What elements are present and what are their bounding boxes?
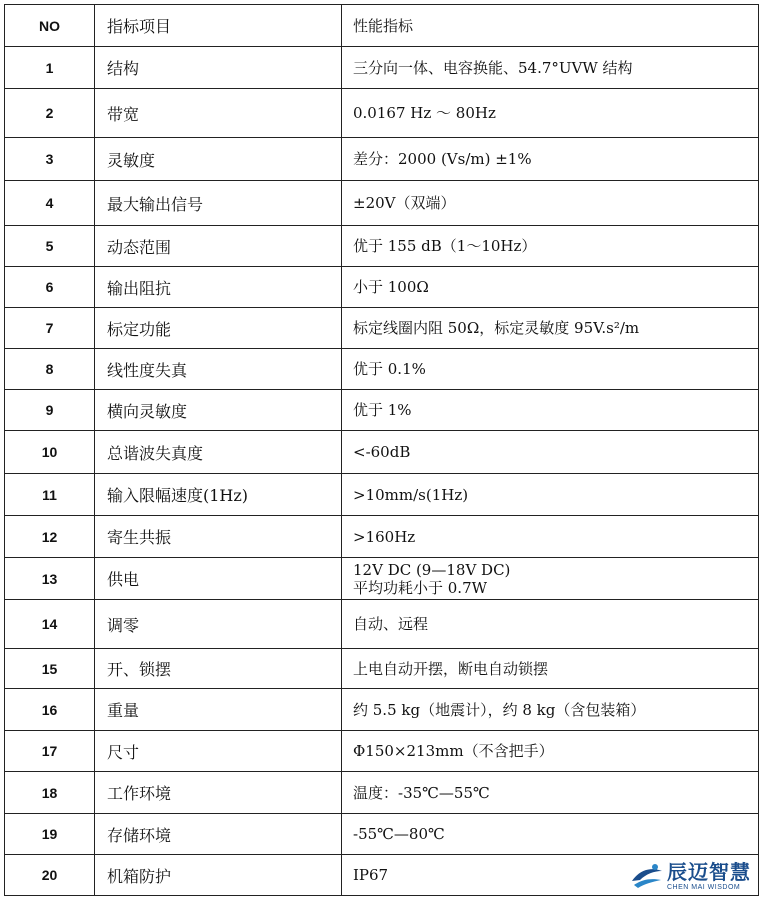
row-item: 最大输出信号 <box>95 181 342 226</box>
row-performance <box>342 431 759 474</box>
performance-line: 0.0167 Hz ～ 80Hz <box>353 104 496 122</box>
performance-line: -55℃—80℃ <box>353 825 445 843</box>
row-number: 10 <box>5 431 95 474</box>
performance-line: 平均功耗小于 0.7W <box>353 578 488 597</box>
performance-line: 上电自动开摆，断电自动锁摆 <box>353 659 549 678</box>
row-performance <box>342 474 759 516</box>
table-row <box>5 731 759 772</box>
table-row <box>5 516 759 558</box>
performance-line: 三分向一体、电容换能、54.7°UVW 结构 <box>353 58 633 77</box>
row-item: 横向灵敏度 <box>95 390 342 431</box>
row-item: 存储环境 <box>95 814 342 855</box>
performance-line: 约 5.5 kg（地震计），约 8 kg（含包装箱） <box>353 700 646 719</box>
row-number: 19 <box>5 814 95 855</box>
company-logo <box>630 858 758 894</box>
row-number: 16 <box>5 689 95 731</box>
row-item: 输出阻抗 <box>95 267 342 308</box>
row-performance <box>342 558 759 600</box>
row-number: 14 <box>5 600 95 649</box>
performance-line: <-60dB <box>353 443 411 461</box>
table-row <box>5 474 759 516</box>
table-header-row <box>5 5 759 47</box>
table-row <box>5 431 759 474</box>
performance-line: IP67 <box>353 866 389 884</box>
row-performance <box>342 689 759 731</box>
table-row <box>5 649 759 689</box>
row-performance <box>342 308 759 349</box>
performance-line: 优于 1% <box>353 401 412 419</box>
row-performance <box>342 390 759 431</box>
row-item: 工作环境 <box>95 772 342 814</box>
row-item: 带宽 <box>95 89 342 138</box>
table-row <box>5 226 759 267</box>
table-row <box>5 47 759 89</box>
row-number: 18 <box>5 772 95 814</box>
table-row <box>5 772 759 814</box>
header-perf: 性能指标 <box>342 5 759 47</box>
spec-table <box>4 4 759 896</box>
row-item: 灵敏度 <box>95 138 342 181</box>
row-item: 结构 <box>95 47 342 89</box>
logo-english-text: CHEN MAI WISDOM <box>667 883 741 891</box>
row-item: 机箱防护 <box>95 855 342 896</box>
row-item: 供电 <box>95 558 342 600</box>
row-item: 线性度失真 <box>95 349 342 390</box>
row-number: 11 <box>5 474 95 516</box>
logo-chinese-text: 辰迈智慧 <box>667 859 751 884</box>
row-performance <box>342 226 759 267</box>
row-performance <box>342 267 759 308</box>
row-number: 4 <box>5 181 95 226</box>
row-performance <box>342 47 759 89</box>
row-number: 17 <box>5 731 95 772</box>
row-number: 15 <box>5 649 95 689</box>
row-item: 开、锁摆 <box>95 649 342 689</box>
table-row <box>5 349 759 390</box>
row-number: 3 <box>5 138 95 181</box>
table-row <box>5 814 759 855</box>
row-number: 9 <box>5 390 95 431</box>
performance-line: 差分：2000 (Vs/m) ±1% <box>353 150 532 168</box>
row-number: 1 <box>5 47 95 89</box>
performance-line: 优于 0.1% <box>353 360 426 378</box>
performance-line: 标定线圈内阻 50Ω，标定灵敏度 95V.s²/m <box>353 319 640 337</box>
row-item: 尺寸 <box>95 731 342 772</box>
header-no: NO <box>5 5 95 47</box>
performance-line: >10mm/s(1Hz) <box>353 485 469 504</box>
row-performance <box>342 649 759 689</box>
row-performance <box>342 516 759 558</box>
table-row <box>5 390 759 431</box>
row-performance <box>342 138 759 181</box>
table-row <box>5 267 759 308</box>
row-performance <box>342 814 759 855</box>
row-number: 7 <box>5 308 95 349</box>
performance-line: 自动、远程 <box>353 615 429 633</box>
row-number: 6 <box>5 267 95 308</box>
row-performance <box>342 731 759 772</box>
performance-line: ±20V（双端） <box>353 194 456 212</box>
table-row <box>5 558 759 600</box>
table-row <box>5 181 759 226</box>
row-number: 8 <box>5 349 95 390</box>
row-performance <box>342 600 759 649</box>
row-performance <box>342 89 759 138</box>
performance-line: 温度：-35℃—55℃ <box>353 783 490 802</box>
table-row <box>5 308 759 349</box>
table-row <box>5 600 759 649</box>
row-number: 13 <box>5 558 95 600</box>
performance-line: 小于 100Ω <box>353 278 429 296</box>
row-item: 动态范围 <box>95 226 342 267</box>
row-number: 20 <box>5 855 95 896</box>
performance-line: >160Hz <box>353 527 416 546</box>
row-item: 调零 <box>95 600 342 649</box>
row-item: 寄生共振 <box>95 516 342 558</box>
row-performance <box>342 772 759 814</box>
table-body <box>5 47 759 896</box>
performance-line: 12V DC (9—18V DC) <box>353 560 511 579</box>
row-item: 输入限幅速度(1Hz) <box>95 474 342 516</box>
table-row <box>5 89 759 138</box>
row-number: 2 <box>5 89 95 138</box>
performance-line: Φ150×213mm（不含把手） <box>353 742 554 760</box>
performance-line: 优于 155 dB（1～10Hz） <box>353 237 537 255</box>
row-performance <box>342 349 759 390</box>
table-row <box>5 138 759 181</box>
logo-swoosh-icon <box>630 861 664 891</box>
header-item: 指标项目 <box>95 5 342 47</box>
row-item: 标定功能 <box>95 308 342 349</box>
row-performance <box>342 181 759 226</box>
row-number: 5 <box>5 226 95 267</box>
row-item: 重量 <box>95 689 342 731</box>
row-number: 12 <box>5 516 95 558</box>
row-item: 总谐波失真度 <box>95 431 342 474</box>
table-row <box>5 689 759 731</box>
